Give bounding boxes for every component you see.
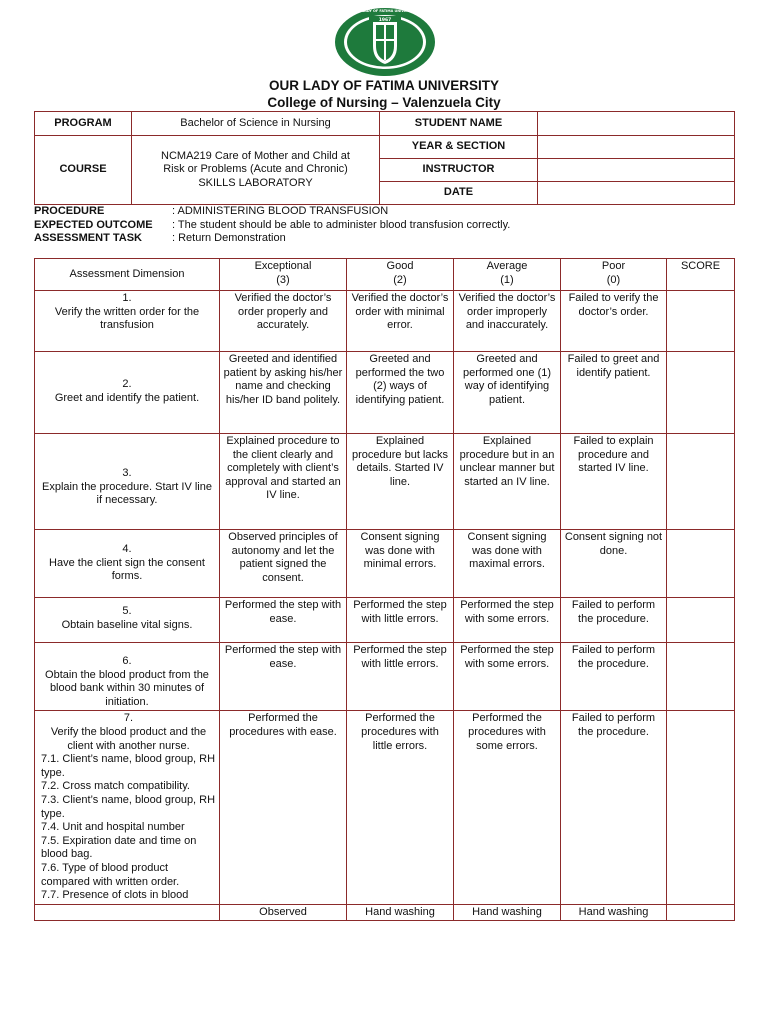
dimension-cell: 4. Have the client sign the consent forms. [35, 530, 220, 598]
course-line-2: Risk or Problems (Acute and Chronic) [163, 163, 348, 176]
header-average: Average (1) [454, 259, 561, 291]
score-field[interactable] [667, 711, 735, 904]
year-section-field[interactable] [538, 136, 735, 159]
student-info-table [34, 111, 735, 205]
average-cell: Performed the step with some errors. [454, 643, 561, 711]
poor-cell: Failed to perform the procedure. [561, 711, 667, 904]
table-row [35, 291, 735, 352]
procedure-block [34, 205, 510, 246]
header-good: Good (2) [347, 259, 454, 291]
header-assessment-dimension: Assessment Dimension [35, 259, 220, 291]
exceptional-cell: Observed [220, 904, 347, 921]
college-name: College of Nursing – Valenzuela City [267, 95, 501, 110]
svg-text:OUR LADY OF FATIMA UNIVERSITY: OUR LADY OF FATIMA UNIVERSITY [352, 9, 418, 13]
average-cell: Performed the procedures with some errors. [454, 711, 561, 904]
program-label: PROGRAM [35, 112, 132, 136]
exceptional-cell: Performed the procedures with ease. [220, 711, 347, 904]
poor-cell: Hand washing [561, 904, 667, 921]
table-row [35, 904, 735, 921]
table-row [35, 711, 735, 904]
good-cell: Explained procedure but lacks details. Started IV line. [347, 434, 454, 530]
poor-cell: Consent signing not done. [561, 530, 667, 598]
student-name-label: STUDENT NAME [380, 112, 538, 136]
date-field[interactable] [538, 182, 735, 205]
good-cell: Verified the doctor’s order with minimal error. [347, 291, 454, 352]
table-row [35, 598, 735, 643]
score-field[interactable] [667, 643, 735, 711]
table-row [35, 643, 735, 711]
header-score: SCORE [667, 259, 735, 291]
university-seal-logo [333, 6, 437, 78]
good-cell: Performed the step with little errors. [347, 643, 454, 711]
course-value [132, 136, 380, 205]
average-cell: Hand washing [454, 904, 561, 921]
poor-cell: Failed to perform the procedure. [561, 643, 667, 711]
year-section-label: YEAR & SECTION [380, 136, 538, 159]
average-cell: Consent signing was done with maximal errors. [454, 530, 561, 598]
good-cell: Consent signing was done with minimal errors. [347, 530, 454, 598]
instructor-field[interactable] [538, 159, 735, 182]
poor-cell: Failed to explain procedure and started IV line. [561, 434, 667, 530]
dimension-cell: 2. Greet and identify the patient. [35, 352, 220, 434]
dimension-cell: 3. Explain the procedure. Start IV line if necessary. [35, 434, 220, 530]
good-cell: Performed the step with little errors. [347, 598, 454, 643]
course-line-3: SKILLS LABORATORY [198, 176, 313, 189]
procedure-value: : ADMINISTERING BLOOD TRANSFUSION [172, 205, 389, 217]
average-cell: Explained procedure but in an unclear manner but started an IV line. [454, 434, 561, 530]
course-label: COURSE [35, 136, 132, 205]
table-row [35, 352, 735, 434]
rubric-table [34, 258, 735, 921]
table-row [35, 434, 735, 530]
score-field[interactable] [667, 291, 735, 352]
exceptional-cell: Performed the step with ease. [220, 598, 347, 643]
expected-outcome-label: EXPECTED OUTCOME [34, 218, 153, 231]
score-field[interactable] [667, 904, 735, 921]
expected-outcome-value: : The student should be able to administer blood transfusion correctly. [172, 218, 511, 231]
assessment-task-value: : Return Demonstration [172, 232, 286, 245]
score-field[interactable] [667, 434, 735, 530]
score-field[interactable] [667, 598, 735, 643]
dimension-cell: 1. Verify the written order for the transfusion [35, 291, 220, 352]
dimension-cell: 5. Obtain baseline vital signs. [35, 598, 220, 643]
table-row [35, 530, 735, 598]
assessment-task-label: ASSESSMENT TASK [34, 232, 142, 245]
good-cell: Performed the procedures with little errors. [347, 711, 454, 904]
exceptional-cell: Greeted and identified patient by asking his/her name and checking his/her ID band politely. [220, 352, 347, 434]
header-exceptional: Exceptional (3) [220, 259, 347, 291]
good-cell: Greeted and performed the two (2) ways of identifying patient. [347, 352, 454, 434]
exceptional-cell: Verified the doctor’s order properly and accurately. [220, 291, 347, 352]
course-line-1: NCMA219 Care of Mother and Child at [161, 149, 350, 162]
average-cell: Verified the doctor’s order improperly and inaccurately. [454, 291, 561, 352]
score-field[interactable] [667, 352, 735, 434]
average-cell: Performed the step with some errors. [454, 598, 561, 643]
procedure-label: PROCEDURE [34, 205, 105, 217]
header-poor: Poor (0) [561, 259, 667, 291]
student-name-field[interactable] [538, 112, 735, 136]
program-value: Bachelor of Science in Nursing [132, 112, 380, 136]
dimension-cell [35, 904, 220, 921]
poor-cell: Failed to perform the procedure. [561, 598, 667, 643]
instructor-label: INSTRUCTOR [380, 159, 538, 182]
average-cell: Greeted and performed one (1) way of identifying patient. [454, 352, 561, 434]
score-field[interactable] [667, 530, 735, 598]
university-name: OUR LADY OF FATIMA UNIVERSITY [268, 78, 499, 93]
dimension-cell: 6. Obtain the blood product from the blood bank within 30 minutes of initiation. [35, 643, 220, 711]
exceptional-cell: Observed principles of autonomy and let the patient signed the consent. [220, 530, 347, 598]
svg-text:1967: 1967 [378, 18, 392, 23]
date-label: DATE [380, 182, 538, 205]
rubric-header-row [35, 259, 735, 291]
exceptional-cell: Performed the step with ease. [220, 643, 347, 711]
dimension-cell: 7. Verify the blood product and the client with another nurse. 7.1. Client’s name, blood group, RH type. 7.2. Cross match compatibility. 7.3. Client’s name, blood group, RH type. 7.4. Unit and hospital number 7.5. Expiration date and time on blood bag. 7.6. Type of blood product compared with written order. 7.7. Presence of clots in blood [35, 711, 220, 904]
poor-cell: Failed to verify the doctor’s order. [561, 291, 667, 352]
exceptional-cell: Explained procedure to the client clearly and completely with client’s approval and started an IV line. [220, 434, 347, 530]
poor-cell: Failed to greet and identify patient. [561, 352, 667, 434]
good-cell: Hand washing [347, 904, 454, 921]
